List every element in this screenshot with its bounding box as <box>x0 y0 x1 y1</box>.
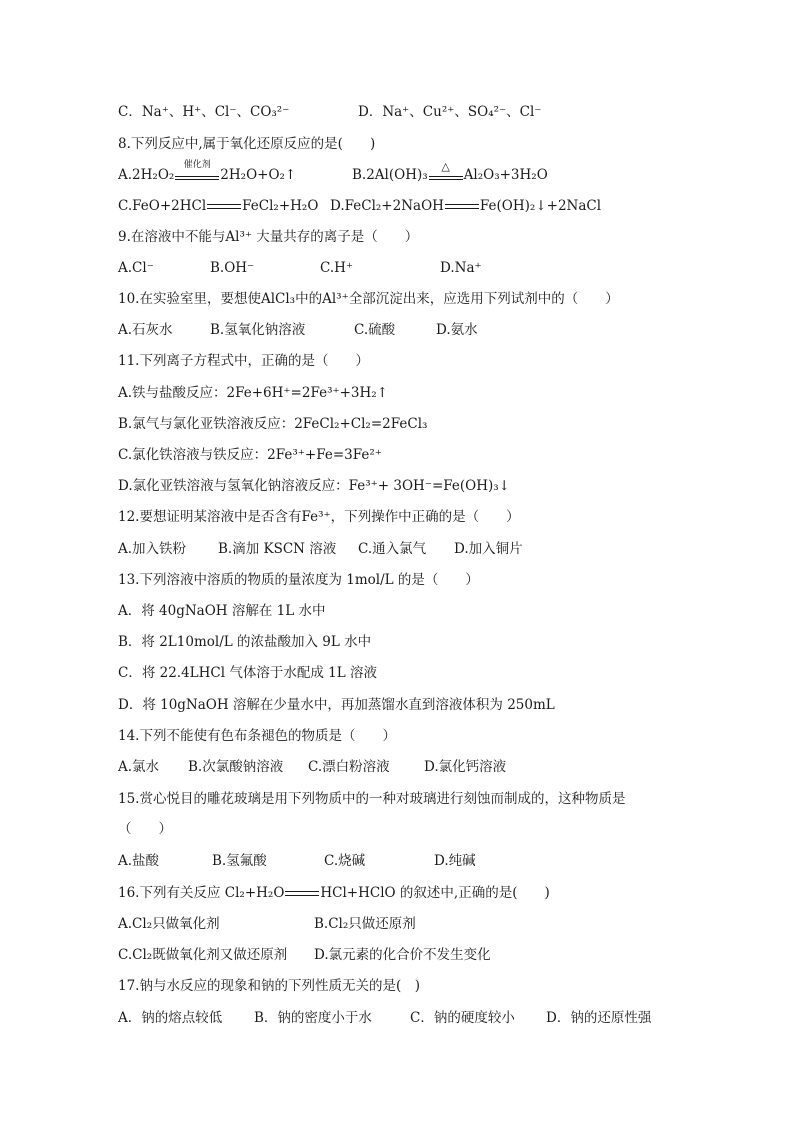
option-c: C.Cl₂既做氧化剂又做还原剂 <box>118 947 288 963</box>
q16-stem-left: 16.下列有关反应 Cl₂+H₂O <box>118 885 285 901</box>
q8-d <box>330 197 601 215</box>
q11-option-d: D.氯化亚铁溶液与氢氧化钠溶液反应：Fe³⁺+ 3OH⁻=Fe(OH)₃↓ <box>118 478 510 494</box>
q15-stem: 15.赏心悦目的雕花玻璃是用下列物质中的一种对玻璃进行刻蚀而制成的，这种物质是 <box>118 791 626 807</box>
q8-b-product: Al₂O₃+3H₂O <box>463 167 548 183</box>
q16-stem-right: HCl+HClO 的叙述中,正确的是( ) <box>320 885 550 901</box>
q13-option-a: A．将 40gNaOH 溶解在 1L 水中 <box>118 603 326 619</box>
q15-stem-cont: （ ） <box>118 821 172 837</box>
q9-stem: 9.在溶液中不能与Al³⁺ 大量共存的离子是（ ） <box>118 229 419 245</box>
option-d: D．Na⁺、Cu²⁺、SO₄²⁻、Cl⁻ <box>358 104 542 120</box>
q8-c-product: FeCl₂+H₂O <box>242 198 319 214</box>
option-b: B.氢氟酸 <box>212 853 267 869</box>
option-d: D.Na⁺ <box>440 260 482 276</box>
q8-a-left <box>118 159 297 184</box>
option-d: D.氯化钙溶液 <box>424 759 507 775</box>
option-b: B.次氯酸钠溶液 <box>188 759 284 775</box>
q10-stem: 10.在实验室里，要想使AlCl₃中的Al³⁺全部沉淀出来，应选用下列试剂中的（ ） <box>118 291 619 307</box>
option-a: A.Cl₂只做氧化剂 <box>118 916 220 932</box>
q11-stem: 11.下列离子方程式中，正确的是（ ） <box>118 353 369 369</box>
option-d: D.氯元素的化合价不发生变化 <box>314 947 491 963</box>
option-a: A.加入铁粉 <box>118 541 187 557</box>
option-a: A.盐酸 <box>118 853 160 869</box>
heat-arrow <box>428 159 464 183</box>
equals-sign <box>285 891 319 896</box>
option-c: C.硫酸 <box>354 322 396 338</box>
option-b: B.Cl₂只做还原剂 <box>314 916 416 932</box>
q11-option-a: A.铁与盐酸反应：2Fe+6H⁺=2Fe³⁺+3H₂↑ <box>118 385 388 401</box>
q16-stem <box>118 884 550 902</box>
q17-stem: 17.钠与水反应的现象和钠的下列性质无关的是( ) <box>118 978 421 994</box>
option-b: B.OH⁻ <box>210 260 255 276</box>
q8-a-product: 2H₂O+O₂↑ <box>220 167 297 183</box>
q11-option-c: C.氯化铁溶液与铁反应：2Fe³⁺+Fe=3Fe²⁺ <box>118 447 382 463</box>
option-d: D.加入铜片 <box>454 541 523 557</box>
q12-stem: 12.要想证明某溶液中是否含有Fe³⁺，下列操作中正确的是（ ） <box>118 509 520 525</box>
equals-sign <box>207 204 241 209</box>
option-d: D．钠的还原性强 <box>546 1010 652 1026</box>
equals-sign <box>445 204 479 209</box>
q8-d-product: Fe(OH)₂↓+2NaCl <box>479 198 602 214</box>
catalyst-label: 催化剂 <box>183 159 211 170</box>
option-d: D.氨水 <box>436 322 478 338</box>
q8-a-reactant: A.2H₂O₂ <box>118 167 175 183</box>
heat-label: △ <box>441 159 450 173</box>
option-c: C.漂白粉溶液 <box>308 759 390 775</box>
q13-stem: 13.下列溶液中溶质的物质的量浓度为 1mol/L 的是（ ） <box>118 572 479 588</box>
option-d: D.纯碱 <box>434 853 476 869</box>
q8-b <box>352 159 548 184</box>
option-b: B.氢氧化钠溶液 <box>210 322 306 338</box>
q8-c <box>118 197 318 215</box>
q14-stem: 14.下列不能使有色布条褪色的物质是（ ） <box>118 728 396 744</box>
q8-d-reactant: D.FeCl₂+2NaOH <box>330 198 444 214</box>
q11-option-b: B.氯气与氯化亚铁溶液反应：2FeCl₂+Cl₂=2FeCl₃ <box>118 416 428 432</box>
option-c: C．Na⁺、H⁺、Cl⁻、CO₃²⁻ <box>118 104 290 120</box>
option-c: C.烧碱 <box>324 853 366 869</box>
q13-option-b: B．将 2L10mol/L 的浓盐酸加入 9L 水中 <box>118 634 372 650</box>
q8-b-reactant: B.2Al(OH)₃ <box>352 167 428 183</box>
option-a: A.氯水 <box>118 759 160 775</box>
option-a: A.Cl⁻ <box>118 260 154 276</box>
q8-c-reactant: C.FeO+2HCl <box>118 198 207 214</box>
option-a: A．钠的熔点较低 <box>118 1010 223 1026</box>
option-b: B.滴加 KSCN 溶液 <box>218 541 337 557</box>
q13-option-d: D．将 10gNaOH 溶解在少量水中，再加蒸馏水直到溶液体积为 250mL <box>118 697 555 713</box>
option-b: B．钠的密度小于水 <box>254 1010 372 1026</box>
q8-stem: 8.下列反应中,属于氧化还原反应的是( ) <box>118 136 376 152</box>
q13-option-c: C．将 22.4LHCl 气体溶于水配成 1L 溶液 <box>118 665 377 681</box>
option-c: C.通入氯气 <box>358 541 427 557</box>
option-a: A.石灰水 <box>118 322 173 338</box>
option-c: C．钠的硬度较小 <box>410 1010 515 1026</box>
catalyst-arrow <box>174 159 220 183</box>
option-c: C.H⁺ <box>320 260 354 276</box>
